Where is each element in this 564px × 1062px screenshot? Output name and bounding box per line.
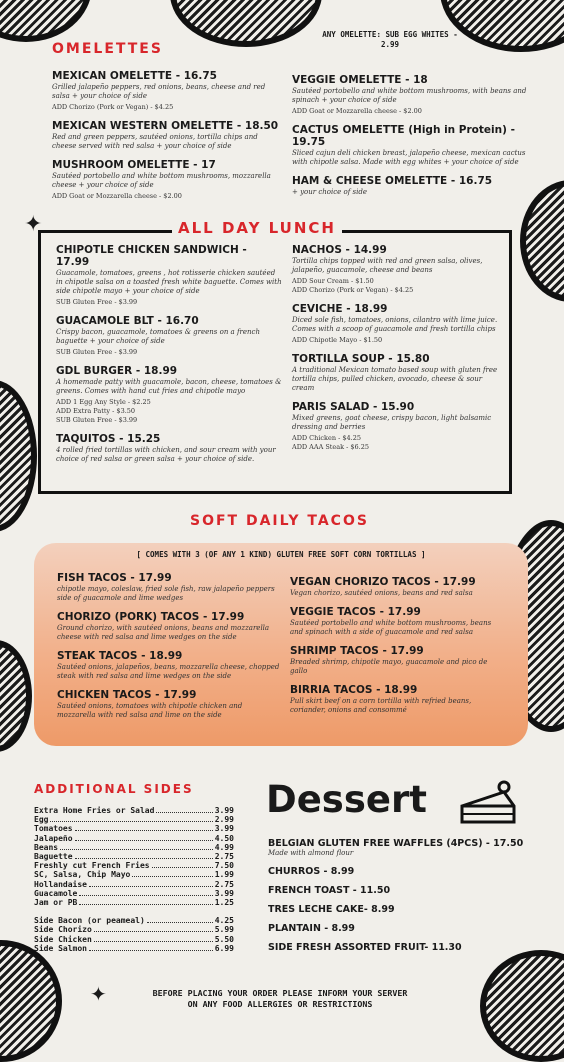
side-item-price: 3.99 <box>214 824 234 834</box>
side-item-name: Hollandaise <box>34 879 87 889</box>
side-item-name: Guacamole <box>34 888 78 898</box>
side-item-price: 4.25 <box>214 916 234 926</box>
dot-leader <box>147 916 213 923</box>
side-item-name: Egg <box>34 815 49 825</box>
menu-item-vegan-chorizo-tacos: VEGAN CHORIZO TACOS - 17.99 Vegan chorizo, sautéed onions, beans and red salsa <box>290 576 476 597</box>
side-item <box>34 898 234 907</box>
menu-item-cactus-omelette: CACTUS OMELETTE (High in Protein) - 19.75 Sliced cajun deli chicken breast, jalapeño cheese, mexican cactus with chipotle salsa. Made with egg whites + your choice of side <box>292 124 526 166</box>
side-item <box>34 880 234 889</box>
side-item-name: Beans <box>34 842 59 852</box>
menu-item-veggie-tacos: VEGGIE TACOS - 17.99 Sautéed portobello and white bottom mushrooms, beans and spinach with a side of guacamole and red salsa <box>290 606 492 636</box>
menu-item-nachos: NACHOS - 14.99 Tortilla chips topped with red and green salsa, olives, jalapeño, guacamole, cheese and beans ADD Sour Cream - $1.50 ADD Chorizo (Pork or Vegan) - $4.25 <box>292 244 483 294</box>
dessert-title: Dessert <box>266 778 427 821</box>
side-item-price: 4.99 <box>214 842 234 852</box>
dessert-item-churros: CHURROS - 8.99 <box>268 866 355 877</box>
menu-item-guacamole-blt: GUACAMOLE BLT - 16.70 Crispy bacon, guacamole, tomatoes & greens on a french baguette + your choice of side SUB Gluten Free - $3.99 <box>56 315 260 356</box>
lunch-left-column <box>56 244 282 472</box>
side-item <box>34 834 234 843</box>
menu-item-gdl-burger: GDL BURGER - 18.99 A homemade patty with guacamole, bacon, cheese, tomatoes & greens. Comes with hand cut fries and chipotle mayo ADD 1 Egg Any Style - $2.25 ADD Extra Patty - $3.50 SUB Gluten Free - $3.99 <box>56 365 282 424</box>
allergy-notice <box>100 988 460 1010</box>
dot-leader <box>94 935 213 942</box>
omelettes-left-column <box>52 70 282 209</box>
side-item-price: 5.50 <box>214 934 234 944</box>
lunch-right-column <box>292 244 502 460</box>
cake-slice-icon <box>458 776 518 832</box>
side-item <box>34 870 234 879</box>
dot-leader <box>94 925 213 932</box>
tacos-left-column <box>57 572 282 728</box>
menu-item-ham-cheese-omelette: HAM & CHEESE OMELETTE - 16.75 + your choice of side <box>292 175 493 196</box>
dessert-item-french-toast: FRENCH TOAST - 11.50 <box>268 885 391 896</box>
allergy-notice-line1: BEFORE PLACING YOUR ORDER PLEASE INFORM YOUR SERVER <box>152 988 408 998</box>
dot-leader <box>75 834 213 841</box>
side-item-name: Side Chorizo <box>34 925 92 935</box>
side-item-price: 7.50 <box>214 861 234 871</box>
side-item-price: 2.99 <box>214 815 234 825</box>
menu-item-birria-tacos: BIRRIA TACOS - 18.99 Pull skirt beef on a corn tortilla with refried beans, coriander, onions and consommé <box>290 684 472 714</box>
decorative-hat-left-tacos <box>0 640 32 752</box>
dot-leader <box>75 824 213 831</box>
menu-item-steak-tacos: STEAK TACOS - 18.99 Sautéed onions, jalapeños, beans, mozzarella cheese, chopped steak with red salsa and lime wedges on the side <box>57 650 280 680</box>
dot-leader <box>79 889 212 896</box>
dot-leader <box>156 806 212 813</box>
menu-item-mexican-omelette: MEXICAN OMELETTE - 16.75 Grilled jalapeño peppers, red onions, beans, cheese and red salsa + your choice of side ADD Chorizo (Pork or Vegan) - $4.25 <box>52 70 266 111</box>
allergy-notice-line2: ON ANY FOOD ALLERGIES OR RESTRICTIONS <box>187 999 373 1009</box>
side-item-name: Tomatoes <box>34 824 73 834</box>
decorative-hat-top-left <box>0 0 92 42</box>
side-item <box>34 925 234 934</box>
menu-item-paris-salad: PARIS SALAD - 15.90 Mixed greens, goat cheese, crispy bacon, light balsamic dressing and berries ADD Chicken - $4.25 ADD AAA Steak - $6.25 <box>292 401 492 451</box>
sparkle-icon: ✦ <box>24 212 43 237</box>
side-item-name: Freshly cut French Fries <box>34 861 150 871</box>
side-item-name: Baguette <box>34 852 73 862</box>
omelettes-note: ANY OMELETTE: SUB EGG WHITES - 2.99 <box>322 30 458 49</box>
dot-leader <box>50 815 212 822</box>
dessert-list <box>268 838 538 961</box>
menu-item-chicken-tacos: CHICKEN TACOS - 17.99 Sautéed onions, tomatoes with chipotle chicken and mozzarella with red salsa and lime on the side <box>57 689 243 719</box>
side-item-price: 4.50 <box>214 833 234 843</box>
side-item-name: Side Salmon <box>34 943 87 953</box>
dessert-item-waffles: BELGIAN GLUTEN FREE WAFFLES (4PCS) - 17.50 Made with almond flour <box>268 838 524 857</box>
omelettes-right-column <box>292 74 530 205</box>
side-item-name: SC, Salsa, Chip Mayo <box>34 870 131 880</box>
dot-leader <box>89 944 213 951</box>
menu-item-shrimp-tacos: SHRIMP TACOS - 17.99 Breaded shrimp, chipotle mayo, guacamole and pico de gallo <box>290 645 488 675</box>
dessert-item-fruit: SIDE FRESH ASSORTED FRUIT- 11.30 <box>268 942 462 953</box>
menu-item-mexican-western-omelette: MEXICAN WESTERN OMELETTE - 18.50 Red and green peppers, sautéed onions, tortilla chips and cheese served with red salsa + your choice of side <box>52 120 279 150</box>
dot-leader <box>152 861 213 868</box>
menu-item-taquitos: TAQUITOS - 15.25 4 rolled fried tortillas with chicken, and sour cream with your choice of red salsa or green salsa + your choice of side. <box>56 433 276 463</box>
side-item-name: Side Bacon (or peameal) <box>34 916 145 926</box>
menu-item-veggie-omelette: VEGGIE OMELETTE - 18 Sautéed portobello and white bottom mushrooms, with beans and spinach + your choice of side ADD Goat or Mozzarella cheese - $2.00 <box>292 74 527 115</box>
dessert-item-plantain: PLANTAIN - 8.99 <box>268 923 355 934</box>
decorative-hat-top-center <box>170 0 322 47</box>
decorative-hat-left-lunch <box>0 380 37 532</box>
side-item <box>34 944 234 953</box>
sides-group-proteins <box>34 916 234 953</box>
additional-sides-title: ADDITIONAL SIDES <box>34 782 194 796</box>
all-day-lunch-title: ALL DAY LUNCH <box>172 219 342 237</box>
side-item <box>34 815 234 824</box>
dessert-item-tres-leche-cake: TRES LECHE CAKE- 8.99 <box>268 904 395 915</box>
side-item <box>34 852 234 861</box>
side-item-price: 2.75 <box>214 852 234 862</box>
side-item-price: 1.25 <box>214 898 234 908</box>
tacos-right-column <box>290 576 500 723</box>
side-item-name: Jam or PB <box>34 898 78 908</box>
side-item-price: 2.75 <box>214 879 234 889</box>
footer-sparkle-icon: ✦ <box>90 982 107 1006</box>
side-item-price: 3.99 <box>214 888 234 898</box>
menu-item-fish-tacos: FISH TACOS - 17.99 chipotle mayo, coleslaw, fried sole fish, raw jalapeño peppers side of guacamole and lime wedges <box>57 572 275 602</box>
side-item-price: 1.99 <box>214 870 234 880</box>
side-item-price: 6.99 <box>214 943 234 953</box>
menu-item-chorizo-pork-tacos: CHORIZO (PORK) TACOS - 17.99 Ground chorizo, with sautéed onions, beans and mozzarella cheese with red salsa and lime wedges on the side <box>57 611 270 641</box>
dot-leader <box>60 843 213 850</box>
side-item <box>34 889 234 898</box>
side-item <box>34 843 234 852</box>
sides-group-main <box>34 806 234 907</box>
dot-leader <box>132 870 212 877</box>
side-item-name: Side Chicken <box>34 934 92 944</box>
decorative-hat-bottom-left <box>0 940 62 1062</box>
side-item-name: Jalapeño <box>34 833 73 843</box>
dot-leader <box>89 880 213 887</box>
side-item <box>34 806 234 815</box>
side-item-price: 3.99 <box>214 806 234 815</box>
side-item-price: 5.99 <box>214 925 234 935</box>
menu-item-ceviche: CEVICHE - 18.99 Diced sole fish, tomatoes, onions, cilantro with lime juice. Comes with a scoop of guacamole and fresh tortilla chips ADD Chipotle Mayo - $1.50 <box>292 303 498 344</box>
decorative-hat-bottom-right <box>480 950 564 1062</box>
soft-daily-tacos-title: SOFT DAILY TACOS <box>190 513 369 529</box>
side-item-name: Extra Home Fries or Salad <box>34 806 155 815</box>
menu-item-mushroom-omelette: MUSHROOM OMELETTE - 17 Sautéed portobello and white bottom mushrooms, mozzarella cheese + your choice of side ADD Goat or Mozzarella cheese - $2.00 <box>52 159 271 200</box>
tacos-banner: [ COMES WITH 3 (OF ANY 1 KIND) GLUTEN FREE SOFT CORN TORTILLAS ] <box>136 550 426 559</box>
sides-list <box>34 806 234 953</box>
menu-item-tortilla-soup: TORTILLA SOUP - 15.80 A traditional Mexican tomato based soup with gluten free tortilla chips, pulled chicken, avocado, cheese & sour cream <box>292 353 498 392</box>
menu-item-chipotle-chicken-sandwich: CHIPOTLE CHICKEN SANDWICH - 17.99 Guacamole, tomatoes, greens , hot rotisserie chicken sautéed in chipotle salsa on a toasted fresh white baguette. Comes with side chipotle mayo + your choice of side SUB Gluten Free - $3.99 <box>56 244 282 306</box>
side-item <box>34 935 234 944</box>
omelettes-title: OMELETTES <box>52 41 163 57</box>
dot-leader <box>79 898 212 905</box>
dot-leader <box>75 852 213 859</box>
side-item <box>34 824 234 833</box>
